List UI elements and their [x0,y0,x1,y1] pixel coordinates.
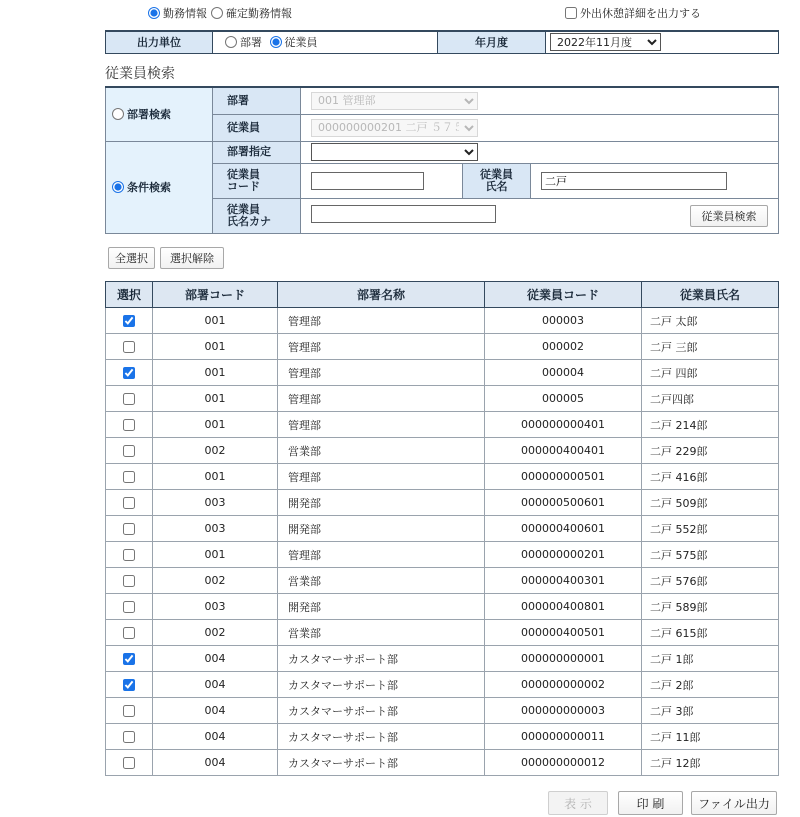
row-select-cell [106,646,153,672]
row-dept-name: 管理部 [278,334,485,360]
table-row[interactable] [106,308,779,334]
employee-table-header [106,282,779,308]
row-dept-name: 管理部 [278,386,485,412]
row-emp-code: 000000400801 [485,594,642,620]
row-emp-code: 000000500601 [485,490,642,516]
work-info-option[interactable] [148,5,207,21]
row-select-checkbox[interactable] [123,315,135,327]
emp-name-input[interactable] [541,172,727,190]
unit-employee-label: 従業員 [284,35,318,49]
selection-buttons [108,247,224,269]
table-row[interactable] [106,646,779,672]
row-emp-code: 000000400501 [485,620,642,646]
period-cell [546,31,779,53]
table-row[interactable] [106,490,779,516]
row-emp-code: 000000000201 [485,542,642,568]
row-select-checkbox[interactable] [123,523,135,535]
row-dept-code: 004 [153,672,278,698]
table-row[interactable] [106,620,779,646]
dept-search-radio[interactable] [112,108,124,120]
table-row[interactable] [106,412,779,438]
row-select-cell [106,750,153,776]
dept-label: 部署 [213,87,301,114]
print-button[interactable]: 印 刷 [618,791,683,815]
emp-code-label [213,163,301,198]
row-dept-code: 004 [153,646,278,672]
row-dept-code: 002 [153,568,278,594]
table-row[interactable] [106,542,779,568]
row-dept-name: 営業部 [278,620,485,646]
row-emp-code: 000000400601 [485,516,642,542]
display-button[interactable]: 表 示 [548,791,608,815]
table-row[interactable] [106,438,779,464]
emp-code-label-line2: コード [227,179,260,193]
row-dept-name: 開発部 [278,516,485,542]
emp-kana-label-line2: 氏名カナ [227,214,271,228]
search-row-dept-spec [106,141,779,163]
header-emp-code: 従業員コード [485,282,642,308]
confirmed-work-info-option[interactable] [211,5,292,21]
row-dept-code: 003 [153,594,278,620]
row-emp-name: 二戸 12郎 [642,750,779,776]
row-dept-name: カスタマーサポート部 [278,750,485,776]
table-row[interactable] [106,516,779,542]
row-emp-code: 000000400401 [485,438,642,464]
row-dept-name: 管理部 [278,308,485,334]
row-dept-code: 001 [153,542,278,568]
employee-search-table [105,86,779,234]
row-dept-name: 営業部 [278,438,485,464]
unit-department-radio[interactable] [225,36,237,48]
emp-kana-label [213,198,301,233]
row-select-cell [106,438,153,464]
row-emp-code: 000003 [485,308,642,334]
header-emp-name: 従業員氏名 [642,282,779,308]
row-dept-code: 003 [153,516,278,542]
row-emp-code: 000000000401 [485,412,642,438]
dept-spec-field-cell [301,141,779,163]
confirmed-work-info-label: 確定勤務情報 [226,7,292,20]
employee-search-button[interactable]: 従業員検索 [690,205,768,227]
row-dept-name: 管理部 [278,464,485,490]
row-select-checkbox[interactable] [123,471,135,483]
unit-employee-radio[interactable] [270,36,282,48]
row-emp-name: 二戸 2郎 [642,672,779,698]
row-dept-name: カスタマーサポート部 [278,698,485,724]
condition-search-option[interactable] [112,179,171,195]
row-select-checkbox[interactable] [123,601,135,613]
header-dept-code: 部署コード [153,282,278,308]
row-emp-code: 000000000501 [485,464,642,490]
row-select-checkbox[interactable] [123,497,135,509]
row-select-checkbox[interactable] [123,731,135,743]
outing-detail-label: 外出休憩詳細を出力する [580,7,701,20]
search-section-title: 従業員検索 [105,66,175,82]
row-select-checkbox[interactable] [123,705,135,717]
dept-search-option[interactable] [112,106,171,122]
row-dept-code: 001 [153,386,278,412]
row-select-cell [106,490,153,516]
dept-field-cell [301,87,779,114]
row-emp-code: 000005 [485,386,642,412]
row-emp-code: 000000000003 [485,698,642,724]
table-row[interactable] [106,672,779,698]
row-select-checkbox[interactable] [123,367,135,379]
row-dept-name: カスタマーサポート部 [278,646,485,672]
row-dept-code: 002 [153,620,278,646]
row-dept-name: 営業部 [278,568,485,594]
table-row[interactable] [106,568,779,594]
row-emp-name: 二戸 509郎 [642,490,779,516]
table-row[interactable] [106,464,779,490]
table-row[interactable] [106,724,779,750]
row-emp-code: 000000400301 [485,568,642,594]
row-select-cell [106,542,153,568]
output-unit-options [213,31,438,53]
dept-spec-label: 部署指定 [213,141,301,163]
dept-select[interactable] [311,92,478,110]
row-select-cell [106,724,153,750]
row-dept-name: 開発部 [278,490,485,516]
header-dept-name: 部署名称 [278,282,485,308]
unit-department-label: 部署 [240,35,262,49]
row-emp-name: 二戸四郎 [642,386,779,412]
output-unit-row [106,31,779,53]
period-select[interactable] [550,33,661,51]
row-emp-code: 000000000001 [485,646,642,672]
unit-employee-option[interactable] [270,34,318,50]
outing-detail-option[interactable] [565,5,701,21]
select-all-button[interactable]: 全選択 [108,247,155,269]
emp-name-field-cell [531,163,779,198]
row-dept-name: 管理部 [278,542,485,568]
condition-search-label: 条件検索 [127,180,171,194]
row-select-checkbox[interactable] [123,341,135,353]
row-select-cell [106,672,153,698]
file-output-button[interactable]: ファイル出力 [691,791,777,815]
condition-search-mode-cell [106,141,213,233]
row-emp-name: 二戸 229郎 [642,438,779,464]
unit-department-option[interactable] [225,34,262,50]
row-select-cell [106,412,153,438]
row-emp-name: 二戸 615郎 [642,620,779,646]
row-emp-code: 000002 [485,334,642,360]
deselect-all-button[interactable]: 選択解除 [160,247,224,269]
condition-search-radio[interactable] [112,181,124,193]
confirmed-work-info-radio[interactable] [211,7,223,19]
row-select-cell [106,464,153,490]
source-radio-group [148,5,296,21]
table-row[interactable] [106,594,779,620]
row-select-checkbox[interactable] [123,757,135,769]
emp-code-label-line1: 従業員 [227,167,260,181]
row-select-cell [106,360,153,386]
row-dept-code: 001 [153,464,278,490]
emp-kana-field-cell [301,198,779,233]
row-dept-code: 004 [153,724,278,750]
employee-field-cell [301,114,779,141]
row-emp-code: 000000000011 [485,724,642,750]
table-row[interactable] [106,698,779,724]
row-dept-code: 003 [153,490,278,516]
row-emp-name: 二戸 575郎 [642,542,779,568]
row-emp-name: 二戸 太郎 [642,308,779,334]
row-emp-name: 二戸 三郎 [642,334,779,360]
row-select-cell [106,620,153,646]
emp-name-label-line1: 従業員 [480,167,513,181]
outing-detail-checkbox[interactable] [565,7,577,19]
row-emp-name: 二戸 3郎 [642,698,779,724]
row-dept-name: 開発部 [278,594,485,620]
emp-name-label-line2: 氏名 [485,179,508,193]
row-select-checkbox[interactable] [123,679,135,691]
row-emp-name: 二戸 214郎 [642,412,779,438]
row-dept-code: 002 [153,438,278,464]
row-select-cell [106,308,153,334]
search-row-dept [106,87,779,114]
emp-name-label [463,163,531,198]
row-select-cell [106,386,153,412]
row-dept-name: 管理部 [278,412,485,438]
employee-table [105,281,779,776]
row-emp-name: 二戸 1郎 [642,646,779,672]
row-select-checkbox[interactable] [123,549,135,561]
dept-search-label: 部署検索 [127,107,171,121]
table-row[interactable] [106,334,779,360]
row-select-checkbox[interactable] [123,653,135,665]
row-select-checkbox[interactable] [123,419,135,431]
row-emp-name: 二戸 552郎 [642,516,779,542]
row-emp-name: 二戸 四郎 [642,360,779,386]
row-select-checkbox[interactable] [123,575,135,587]
row-dept-code: 001 [153,308,278,334]
table-row[interactable] [106,360,779,386]
employee-table-body [106,308,779,776]
row-select-checkbox[interactable] [123,627,135,639]
table-row[interactable] [106,386,779,412]
row-dept-code: 001 [153,334,278,360]
row-emp-name: 二戸 416郎 [642,464,779,490]
row-dept-code: 001 [153,360,278,386]
emp-kana-input[interactable] [311,205,496,223]
row-select-cell [106,568,153,594]
emp-code-input[interactable] [311,172,424,190]
row-emp-code: 000000000002 [485,672,642,698]
row-dept-name: 管理部 [278,360,485,386]
row-dept-code: 001 [153,412,278,438]
table-row[interactable] [106,750,779,776]
work-info-label: 勤務情報 [163,7,207,20]
output-unit-table [105,30,779,54]
row-select-cell [106,334,153,360]
dept-spec-select[interactable] [311,143,478,161]
row-dept-name: カスタマーサポート部 [278,724,485,750]
employee-label: 従業員 [213,114,301,141]
row-emp-name: 二戸 576郎 [642,568,779,594]
footer-buttons [548,791,777,815]
row-select-checkbox[interactable] [123,445,135,457]
row-select-cell [106,698,153,724]
period-label: 年月度 [438,31,546,53]
output-unit-label: 出力単位 [106,31,213,53]
row-select-cell [106,516,153,542]
emp-kana-label-line1: 従業員 [227,202,260,216]
row-dept-code: 004 [153,698,278,724]
row-emp-code: 000000000012 [485,750,642,776]
work-info-radio[interactable] [148,7,160,19]
employee-select[interactable] [311,119,478,137]
header-select: 選択 [106,282,153,308]
row-emp-code: 000004 [485,360,642,386]
row-select-cell [106,594,153,620]
row-dept-name: カスタマーサポート部 [278,672,485,698]
row-emp-name: 二戸 589郎 [642,594,779,620]
row-emp-name: 二戸 11郎 [642,724,779,750]
dept-search-mode-cell [106,87,213,141]
emp-code-field-cell [301,163,463,198]
row-select-checkbox[interactable] [123,393,135,405]
row-dept-code: 004 [153,750,278,776]
